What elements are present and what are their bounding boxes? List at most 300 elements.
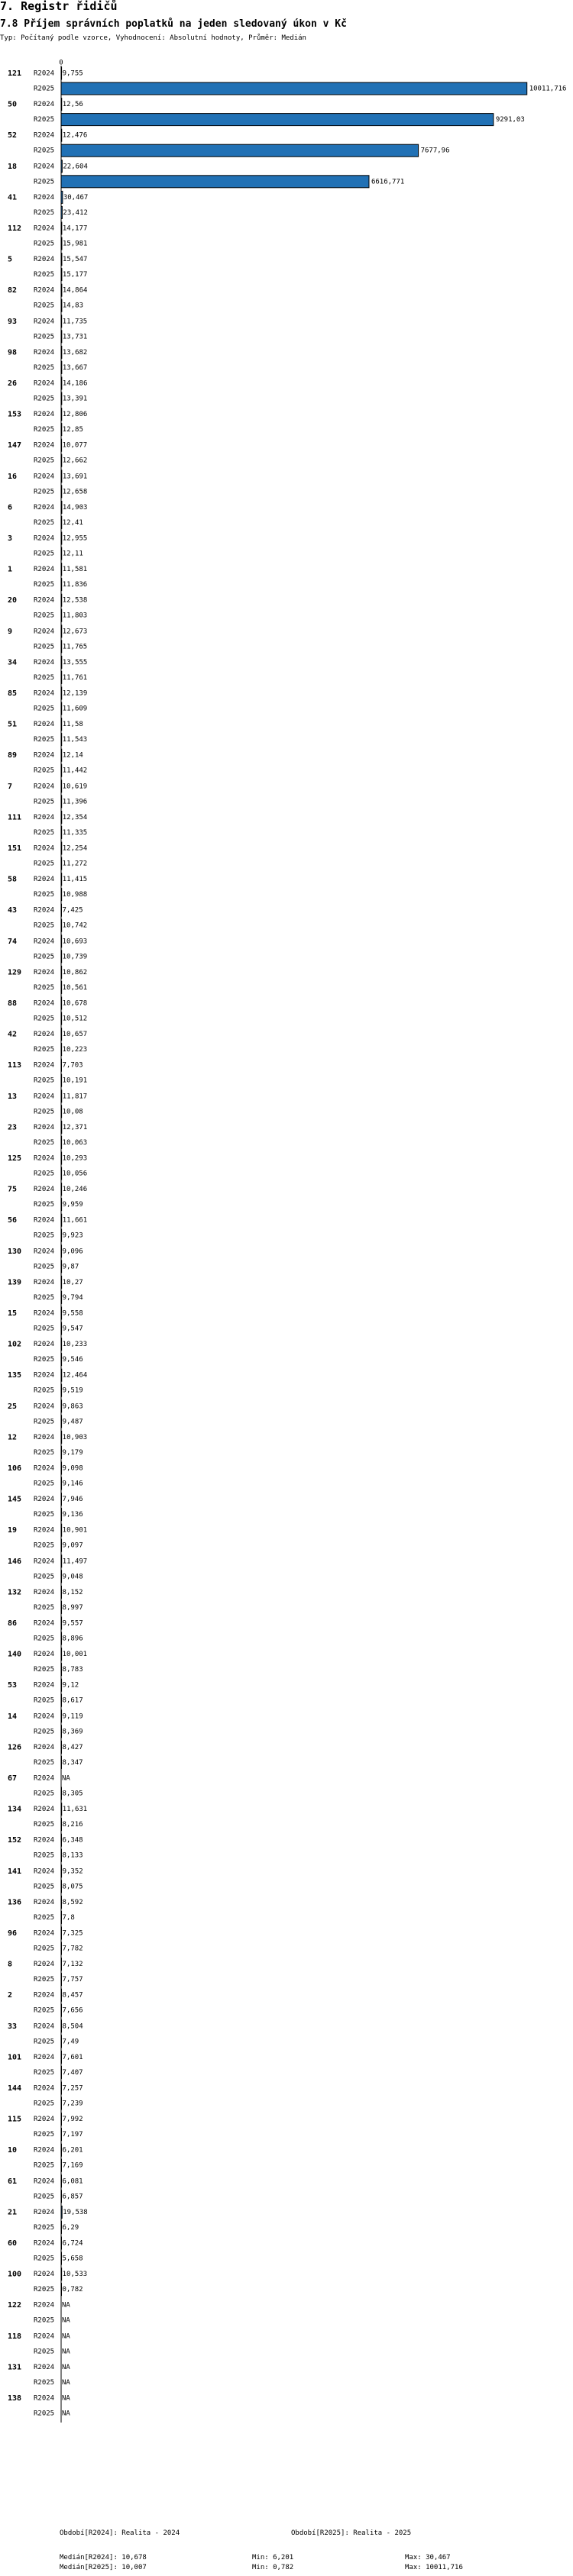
series-label-r2024: R2024 [34, 1806, 55, 1814]
series-label-r2025: R2025 [34, 2286, 55, 2294]
category-label: 21 [8, 2208, 18, 2217]
data-label-r2024: 10,293 [62, 1154, 88, 1163]
data-label-r2024: 11,631 [62, 1806, 88, 1814]
data-label-r2025: 8,896 [62, 1635, 83, 1643]
data-label-r2025: 9,959 [62, 1201, 83, 1209]
series-label-r2025: R2025 [34, 643, 55, 651]
data-label-r2024: 19,538 [63, 2208, 88, 2216]
data-label-r2024: NA [62, 2394, 70, 2403]
series-label-r2025: R2025 [34, 208, 55, 217]
data-label-r2025: 9,923 [62, 1232, 83, 1240]
series-label-r2024: R2024 [34, 2177, 55, 2186]
category-label: 112 [8, 224, 22, 233]
data-label-r2025: 12,658 [62, 488, 88, 496]
data-label-r2024: 11,661 [62, 1216, 88, 1225]
data-label-r2024: NA [62, 2332, 70, 2341]
series-label-r2025: R2025 [34, 240, 55, 248]
data-label-r2024: 6,724 [62, 2239, 83, 2248]
data-label-r2024: 10,001 [62, 1651, 88, 1659]
footer-min-2025: Min: 0,782 [252, 2564, 294, 2571]
data-label-r2024: 11,58 [62, 721, 83, 729]
series-label-r2024: R2024 [34, 2332, 55, 2341]
data-label-r2025: 11,803 [62, 612, 88, 620]
series-label-r2025: R2025 [34, 1015, 55, 1023]
data-label-r2025: 11,836 [62, 581, 88, 589]
footer-period-2024: Období[R2024]: Realita - 2024 [60, 2529, 180, 2537]
category-label: 34 [8, 658, 18, 667]
data-label-r2024: 13,691 [62, 473, 88, 481]
data-label-r2025: 10,223 [62, 1046, 88, 1054]
category-label: 43 [8, 906, 18, 915]
series-label-r2025: R2025 [34, 1696, 55, 1705]
series-label-r2025: R2025 [34, 2131, 55, 2139]
series-label-r2024: R2024 [34, 566, 55, 574]
data-label-r2024: 9,098 [62, 1464, 83, 1473]
series-label-r2025: R2025 [34, 363, 55, 372]
category-label: 10 [8, 2146, 18, 2155]
category-label: 115 [8, 2115, 22, 2124]
data-label-r2024: 9,119 [62, 1712, 83, 1721]
series-label-r2025: R2025 [34, 302, 55, 310]
category-label: 139 [8, 1278, 22, 1287]
data-label-r2025: 12,85 [62, 426, 83, 434]
category-label: 147 [8, 441, 22, 450]
data-label-r2024: 13,555 [62, 658, 88, 667]
data-label-r2025: 9,136 [62, 1511, 83, 1519]
data-label-r2025: 7,8 [62, 1913, 75, 1922]
data-label-r2024: 12,139 [62, 689, 88, 698]
data-label-r2025: 8,369 [62, 1728, 83, 1736]
category-label: 89 [8, 751, 18, 760]
data-label-r2024: 12,476 [62, 131, 88, 140]
series-label-r2025: R2025 [34, 1511, 55, 1519]
category-label: 2 [8, 1991, 13, 2000]
series-label-r2024: R2024 [34, 938, 55, 946]
data-label-r2024: 9,755 [62, 69, 83, 78]
series-label-r2025: R2025 [34, 1232, 55, 1240]
series-label-r2024: R2024 [34, 1558, 55, 1566]
data-label-r2025: 9,546 [62, 1356, 83, 1364]
series-label-r2025: R2025 [34, 1293, 55, 1302]
series-label-r2024: R2024 [34, 1341, 55, 1349]
series-label-r2024: R2024 [34, 256, 55, 264]
data-label-r2024: 9,096 [62, 1248, 83, 1256]
series-label-r2024: R2024 [34, 2022, 55, 2031]
series-label-r2025: R2025 [34, 488, 55, 496]
data-label-r2025: 10,988 [62, 891, 88, 899]
data-label-r2025: 8,305 [62, 1790, 83, 1798]
category-label: 6 [8, 503, 13, 512]
series-label-r2024: R2024 [34, 1712, 55, 1721]
category-label: 145 [8, 1495, 22, 1504]
series-label-r2024: R2024 [34, 1031, 55, 1039]
category-label: 19 [8, 1526, 18, 1535]
series-label-r2025: R2025 [34, 2038, 55, 2046]
data-label-r2024: 13,682 [62, 348, 88, 357]
data-label-r2025: 9,048 [62, 1573, 83, 1581]
series-label-r2024: R2024 [34, 1433, 55, 1441]
series-label-r2024: R2024 [34, 1651, 55, 1659]
category-label: 88 [8, 999, 18, 1008]
series-label-r2025: R2025 [34, 2068, 55, 2077]
series-label-r2024: R2024 [34, 1216, 55, 1225]
data-label-r2025: 7,407 [62, 2068, 83, 2077]
series-label-r2024: R2024 [34, 751, 55, 760]
category-label: 8 [8, 1960, 13, 1969]
category-label: 152 [8, 1836, 22, 1845]
category-label: 153 [8, 410, 22, 419]
data-label-r2024: NA [62, 2301, 70, 2310]
data-label-r2025: 6,29 [62, 2223, 79, 2232]
category-label: 118 [8, 2332, 22, 2341]
category-label: 20 [8, 596, 18, 605]
series-label-r2024: R2024 [34, 348, 55, 357]
category-label: 23 [8, 1123, 18, 1132]
data-label-r2024: 12,254 [62, 844, 88, 853]
series-label-r2025: R2025 [34, 2193, 55, 2201]
data-label-r2025: 13,731 [62, 333, 88, 341]
category-label: 14 [8, 1712, 18, 1721]
series-label-r2024: R2024 [34, 224, 55, 233]
data-label-r2025: 5,658 [62, 2255, 83, 2263]
data-label-r2024: 7,425 [62, 906, 83, 915]
data-label-r2024: 11,415 [62, 876, 88, 884]
category-label: 82 [8, 286, 18, 295]
category-label: 15 [8, 1309, 18, 1318]
data-label-r2024: 10,077 [62, 441, 88, 450]
data-label-r2024: 7,703 [62, 1061, 83, 1070]
category-label: 26 [8, 379, 18, 388]
series-label-r2025: R2025 [34, 828, 55, 837]
data-label-r2024: NA [62, 1774, 70, 1783]
data-label-r2025: NA [62, 2378, 70, 2387]
category-label: 41 [8, 193, 18, 202]
series-label-r2024: R2024 [34, 1836, 55, 1845]
series-label-r2025: R2025 [34, 518, 55, 527]
data-label-r2025: 12,41 [62, 518, 83, 527]
data-label-r2025: 8,997 [62, 1603, 83, 1612]
category-label: 61 [8, 2177, 18, 2186]
data-label-r2025: 7677,96 [420, 147, 450, 155]
category-label: 25 [8, 1402, 18, 1411]
series-label-r2025: R2025 [34, 457, 55, 465]
data-label-r2025: 13,667 [62, 363, 88, 372]
data-label-r2024: 12,538 [62, 596, 88, 605]
footer-median-2025: Medián[R2025]: 10,007 [60, 2564, 147, 2571]
data-label-r2024: 7,132 [62, 1961, 83, 1969]
category-label: 122 [8, 2301, 22, 2310]
data-label-r2024: 7,601 [62, 2053, 83, 2061]
category-label: 131 [8, 2363, 22, 2372]
footer-median-2024: Medián[R2024]: 10,678 [60, 2554, 147, 2561]
series-label-r2024: R2024 [34, 2239, 55, 2248]
series-label-r2024: R2024 [34, 1867, 55, 1876]
category-label: 140 [8, 1650, 22, 1659]
series-label-r2025: R2025 [34, 1418, 55, 1426]
series-label-r2025: R2025 [34, 2348, 55, 2356]
series-label-r2024: R2024 [34, 813, 55, 822]
data-label-r2025: NA [62, 2316, 70, 2325]
data-label-r2025: 10,056 [62, 1170, 88, 1178]
series-label-r2025: R2025 [34, 1790, 55, 1798]
category-label: 85 [8, 689, 18, 698]
data-label-r2025: 9,146 [62, 1480, 83, 1488]
series-label-r2025: R2025 [34, 798, 55, 806]
data-label-r2025: 11,543 [62, 736, 88, 744]
series-label-r2024: R2024 [34, 1123, 55, 1131]
series-label-r2024: R2024 [34, 999, 55, 1008]
bar-r2025 [61, 176, 369, 188]
data-label-r2024: 11,497 [62, 1558, 88, 1566]
category-label: 144 [8, 2084, 22, 2093]
data-label-r2024: 9,557 [62, 1619, 83, 1628]
series-label-r2024: R2024 [34, 193, 55, 202]
series-label-r2025: R2025 [34, 1603, 55, 1612]
data-label-r2024: 10,533 [62, 2271, 88, 2279]
data-label-r2024: 10,27 [62, 1278, 83, 1286]
series-label-r2025: R2025 [34, 85, 55, 93]
data-label-r2024: NA [62, 2363, 70, 2371]
data-label-r2024: 10,233 [62, 1341, 88, 1349]
data-label-r2025: 10,742 [62, 922, 88, 930]
series-label-r2025: R2025 [34, 1666, 55, 1674]
series-label-r2024: R2024 [34, 473, 55, 481]
data-label-r2025: 11,335 [62, 828, 88, 837]
series-label-r2025: R2025 [34, 1077, 55, 1085]
section-title: 7. Registr řidičů [0, 0, 118, 13]
series-label-r2024: R2024 [34, 876, 55, 884]
series-label-r2025: R2025 [34, 983, 55, 992]
category-label: 125 [8, 1154, 22, 1163]
series-label-r2024: R2024 [34, 658, 55, 667]
series-label-r2024: R2024 [34, 1588, 55, 1596]
series-label-r2024: R2024 [34, 1743, 55, 1751]
data-label-r2025: 8,347 [62, 1758, 83, 1767]
category-label: 75 [8, 1185, 18, 1194]
series-label-r2025: R2025 [34, 2006, 55, 2015]
data-label-r2025: 7,757 [62, 1976, 83, 1984]
series-label-r2025: R2025 [34, 673, 55, 682]
data-label-r2024: 10,862 [62, 968, 88, 976]
data-label-r2024: 10,678 [62, 999, 88, 1008]
data-label-r2024: 15,547 [62, 256, 88, 264]
series-label-r2025: R2025 [34, 1976, 55, 1984]
series-label-r2025: R2025 [34, 1945, 55, 1953]
series-label-r2024: R2024 [34, 1309, 55, 1318]
data-label-r2025: 11,761 [62, 673, 88, 682]
data-label-r2025: 15,981 [62, 240, 88, 248]
data-label-r2024: 14,864 [62, 286, 88, 295]
series-label-r2025: R2025 [34, 1541, 55, 1550]
series-label-r2025: R2025 [34, 1480, 55, 1488]
category-label: 52 [8, 131, 18, 140]
data-label-r2025: 12,662 [62, 457, 88, 465]
data-label-r2024: 12,371 [62, 1123, 88, 1131]
data-label-r2024: 12,464 [62, 1371, 88, 1380]
category-label: 96 [8, 1929, 18, 1938]
series-label-r2024: R2024 [34, 1774, 55, 1783]
data-label-r2024: 12,354 [62, 813, 88, 822]
data-label-r2025: 10,739 [62, 953, 88, 961]
category-label: 138 [8, 2394, 22, 2403]
data-label-r2025: 10,191 [62, 1077, 88, 1085]
series-label-r2024: R2024 [34, 286, 55, 295]
series-label-r2025: R2025 [34, 1851, 55, 1860]
data-label-r2024: 14,903 [62, 503, 88, 512]
data-label-r2025: 11,272 [62, 860, 88, 868]
series-label-r2025: R2025 [34, 426, 55, 434]
series-label-r2024: R2024 [34, 2084, 55, 2093]
category-label: 126 [8, 1743, 22, 1752]
data-label-r2024: 9,352 [62, 1867, 83, 1876]
series-label-r2024: R2024 [34, 131, 55, 140]
series-label-r2025: R2025 [34, 705, 55, 713]
series-label-r2025: R2025 [34, 1758, 55, 1767]
series-label-r2024: R2024 [34, 379, 55, 388]
category-label: 58 [8, 875, 18, 884]
data-label-r2024: 7,946 [62, 1496, 83, 1504]
series-label-r2025: R2025 [34, 1138, 55, 1147]
series-label-r2025: R2025 [34, 333, 55, 341]
series-label-r2024: R2024 [34, 689, 55, 698]
series-label-r2024: R2024 [34, 1929, 55, 1938]
data-label-r2025: 7,197 [62, 2131, 83, 2139]
series-label-r2024: R2024 [34, 2146, 55, 2155]
data-label-r2024: 7,257 [62, 2084, 83, 2093]
data-label-r2025: 13,391 [62, 395, 88, 403]
series-label-r2025: R2025 [34, 1728, 55, 1736]
series-label-r2024: R2024 [34, 2271, 55, 2279]
series-label-r2024: R2024 [34, 1464, 55, 1473]
series-label-r2024: R2024 [34, 1681, 55, 1690]
series-label-r2024: R2024 [34, 441, 55, 450]
data-label-r2025: 7,656 [62, 2006, 83, 2015]
category-label: 106 [8, 1464, 22, 1473]
series-label-r2024: R2024 [34, 1403, 55, 1411]
series-label-r2025: R2025 [34, 1108, 55, 1116]
data-label-r2024: 12,806 [62, 411, 88, 419]
category-label: 42 [8, 1030, 18, 1039]
series-label-r2025: R2025 [34, 395, 55, 403]
data-label-r2025: NA [62, 2348, 70, 2356]
data-label-r2024: 12,56 [62, 101, 83, 109]
category-label: 7 [8, 782, 13, 791]
data-label-r2025: 9,547 [62, 1325, 83, 1333]
data-label-r2024: 12,673 [62, 628, 88, 636]
data-label-r2025: 6616,771 [371, 178, 405, 186]
series-label-r2025: R2025 [34, 860, 55, 868]
series-label-r2025: R2025 [34, 612, 55, 620]
data-label-r2025: 14,83 [62, 302, 83, 310]
category-label: 129 [8, 968, 22, 977]
category-label: 18 [8, 162, 18, 171]
data-label-r2025: 6,857 [62, 2193, 83, 2201]
series-label-r2024: R2024 [34, 2363, 55, 2371]
data-label-r2025: 11,396 [62, 798, 88, 806]
series-label-r2025: R2025 [34, 178, 55, 186]
data-label-r2025: 8,075 [62, 1883, 83, 1891]
data-label-r2025: 0,782 [62, 2286, 83, 2294]
series-label-r2024: R2024 [34, 783, 55, 791]
data-label-r2024: 11,735 [62, 318, 88, 326]
series-label-r2025: R2025 [34, 1325, 55, 1333]
category-label: 100 [8, 2270, 22, 2279]
category-label: 16 [8, 472, 18, 481]
series-label-r2025: R2025 [34, 1448, 55, 1457]
series-label-r2025: R2025 [34, 1913, 55, 1922]
series-label-r2025: R2025 [34, 891, 55, 899]
data-label-r2024: 8,592 [62, 1898, 83, 1906]
series-label-r2024: R2024 [34, 69, 55, 78]
series-label-r2025: R2025 [34, 550, 55, 558]
category-label: 134 [8, 1805, 22, 1814]
category-label: 60 [8, 2239, 18, 2248]
data-label-r2025: 10011,716 [529, 85, 567, 93]
category-label: 53 [8, 1681, 18, 1690]
bar-r2025 [61, 114, 494, 126]
series-label-r2024: R2024 [34, 1248, 55, 1256]
series-label-r2024: R2024 [34, 534, 55, 543]
series-label-r2024: R2024 [34, 318, 55, 326]
data-label-r2024: 10,901 [62, 1526, 88, 1535]
data-label-r2024: 9,12 [62, 1681, 79, 1690]
series-label-r2024: R2024 [34, 1496, 55, 1504]
data-label-r2025: 9,487 [62, 1418, 83, 1426]
data-label-r2024: 7,325 [62, 1929, 83, 1938]
footer-max-2025: Max: 10011,716 [405, 2564, 463, 2571]
series-label-r2025: R2025 [34, 953, 55, 961]
category-label: 102 [8, 1340, 22, 1349]
data-label-r2024: 11,581 [62, 566, 88, 574]
data-label-r2024: 7,992 [62, 2116, 83, 2124]
category-label: 136 [8, 1898, 22, 1907]
data-label-r2025: 7,169 [62, 2161, 83, 2170]
footer-min-2024: Min: 6,201 [252, 2554, 294, 2561]
series-label-r2024: R2024 [34, 1961, 55, 1969]
indicator-title: 7.8 Příjem správních poplatků na jeden sledovaný úkon v Kč [0, 18, 347, 30]
series-label-r2024: R2024 [34, 2053, 55, 2061]
series-label-r2024: R2024 [34, 1526, 55, 1535]
data-label-r2025: 9291,03 [495, 116, 525, 124]
series-label-r2024: R2024 [34, 2116, 55, 2124]
bar-r2025 [61, 82, 527, 95]
category-label: 141 [8, 1867, 22, 1876]
series-label-r2025: R2025 [34, 767, 55, 775]
category-label: 50 [8, 100, 18, 109]
data-label-r2025: 9,179 [62, 1448, 83, 1457]
series-label-r2025: R2025 [34, 1046, 55, 1054]
series-label-r2025: R2025 [34, 922, 55, 930]
series-label-r2024: R2024 [34, 844, 55, 853]
data-label-r2024: 9,863 [62, 1403, 83, 1411]
category-label: 151 [8, 844, 22, 853]
series-label-r2025: R2025 [34, 2316, 55, 2325]
data-label-r2024: 6,081 [62, 2177, 83, 2186]
data-label-r2025: 12,11 [62, 550, 83, 558]
data-label-r2025: 9,87 [62, 1263, 79, 1271]
data-label-r2024: 9,558 [62, 1309, 83, 1318]
series-label-r2025: R2025 [34, 736, 55, 744]
category-label: 67 [8, 1774, 18, 1783]
series-label-r2024: R2024 [34, 968, 55, 976]
data-label-r2025: 23,412 [63, 208, 88, 217]
data-label-r2025: 7,239 [62, 2100, 83, 2108]
footer-period-2025: Období[R2025]: Realita - 2025 [291, 2529, 412, 2537]
category-label: 33 [8, 2022, 18, 2031]
category-label: 101 [8, 2053, 22, 2062]
series-label-r2024: R2024 [34, 906, 55, 915]
data-label-r2024: 6,348 [62, 1836, 83, 1845]
